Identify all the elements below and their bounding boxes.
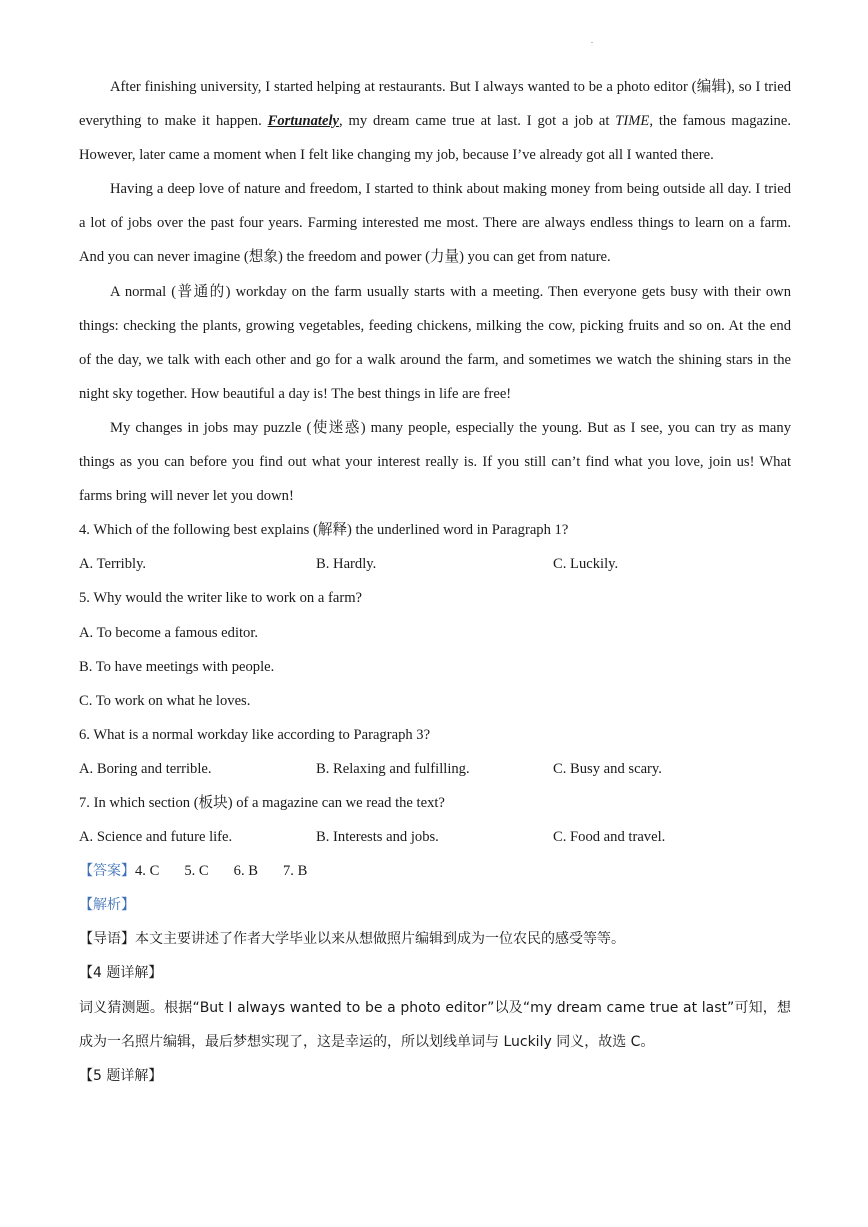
paragraph-3: A normal (普通的) workday on the farm usually starts with a meeting. Then everyone gets busy with their own things: checking the plants, growing vegetables, feeding chickens, milking the cow, picking fruits and so on. At the end of the day, we talk with each other and go for a walk around the farm, and sometimes we watch the shining stars in the night sky together. How beautiful a day is! The best things in life are free! [79, 283, 791, 402]
detail-4-label: 【4 题详解】 [79, 965, 163, 982]
document-page [79, 70, 791, 1093]
paragraph-1-text-c: , the famous magazine. However, later came a moment when I felt like changing my job, because I’ve already got all I wanted there. [79, 113, 791, 164]
option-b: B. To have meetings with people. [79, 658, 275, 675]
option-b: B. Interests and jobs. [316, 829, 439, 846]
question-6-options [79, 752, 791, 786]
paragraph-1-text-a: After finishing university, I started helping at restaurants. But I always wanted to be a photo editor (编辑), so I tried everything to make it happen. [79, 79, 791, 130]
paragraph-1-text-b: , my dream came true at last. I got a job at [338, 113, 616, 130]
option-c: C. To work on what he loves. [79, 692, 251, 709]
answer-item: 6. B [233, 863, 258, 880]
answer-item: 4. C [135, 863, 160, 880]
question-7-options [79, 820, 791, 854]
question-6: 6. What is a normal workday like according to Paragraph 3? [79, 726, 431, 743]
analysis-label: 【解析】 [79, 897, 135, 914]
option-c: C. Food and travel. [553, 829, 666, 846]
question-4: 4. Which of the following best explains (解释) the underlined word in Paragraph 1? [79, 522, 569, 539]
paragraph-4: My changes in jobs may puzzle (使迷惑) many people, especially the young. But as I see, you can try as many things as you can before you find out what your interest really is. If you still can’t find what you love, join us! What farms bring will never let you down! [79, 419, 791, 505]
question-7: 7. In which section (板块) of a magazine can we read the text? [79, 794, 445, 811]
answer-line [79, 854, 791, 888]
option-b: B. Relaxing and fulfilling. [316, 760, 470, 777]
magazine-name: TIME [615, 113, 650, 130]
question-4-options [79, 547, 791, 581]
detail-4-text: 词义猜测题。根据“But I always wanted to be a photo editor”以及“my dream came true at last”可知，想成为一名照片编辑，最后梦想实现了，这是幸运的，所以划线单词与 Luckily 同义，故选 C。 [79, 999, 791, 1050]
paragraph-2: Having a deep love of nature and freedom, I started to think about making money from being outside all day. I tried a lot of jobs over the past four years. Farming interested me most. There are always endless things to learn on a farm. And you can never imagine (想象) the freedom and power (力量) you can get from nature. [79, 181, 791, 266]
option-c: C. Busy and scary. [553, 760, 662, 777]
paragraph-1 [79, 70, 791, 172]
detail-5-label: 【5 题详解】 [79, 1067, 163, 1084]
option-b: B. Hardly. [316, 556, 377, 573]
page-mark: . [591, 36, 593, 45]
option-c: C. Luckily. [553, 556, 619, 573]
option-a: A. Terribly. [79, 556, 147, 573]
answer-item: 7. B [282, 863, 308, 880]
option-a: A. Science and future life. [79, 829, 233, 846]
answer-label: 【答案】 [79, 863, 135, 880]
underlined-word: Fortunately [267, 113, 339, 130]
answer-item: 5. C [184, 863, 209, 880]
option-a: A. To become a famous editor. [79, 624, 259, 641]
question-5: 5. Why would the writer like to work on a farm? [79, 590, 363, 607]
guide-text: 【导语】本文主要讲述了作者大学毕业以来从想做照片编辑到成为一位农民的感受等等。 [79, 931, 625, 948]
option-a: A. Boring and terrible. [79, 760, 212, 777]
